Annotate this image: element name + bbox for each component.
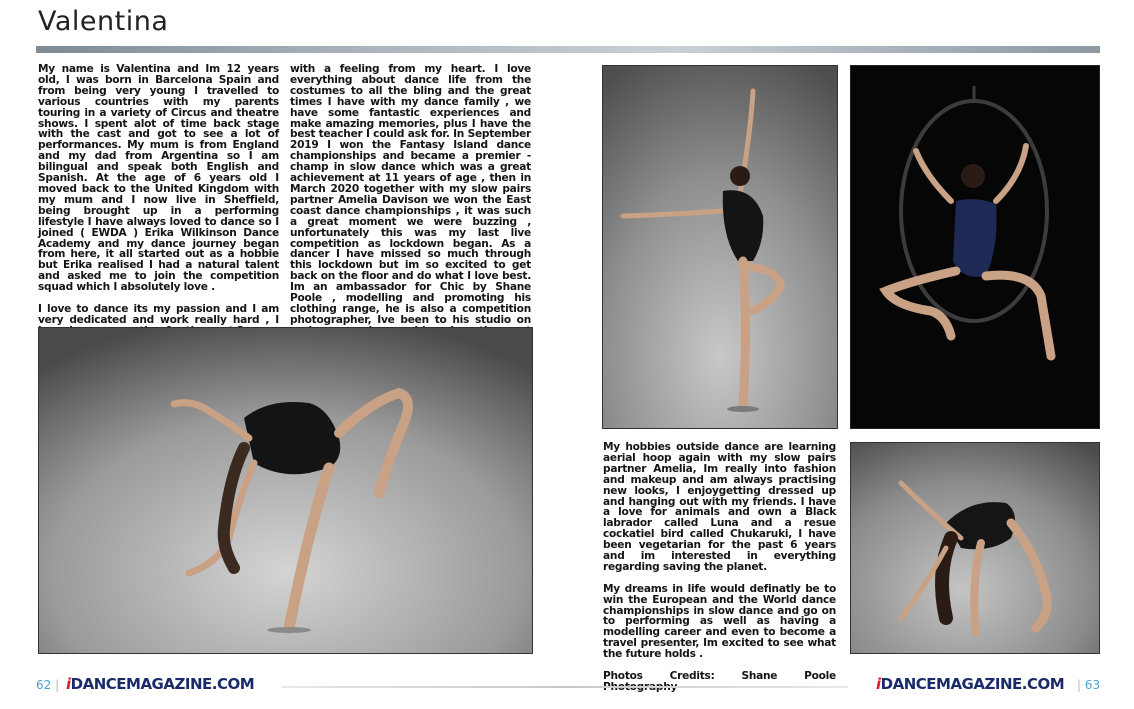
paragraph: with a feeling from my heart. I love everything about dance life from the costumes to all the bling and the great times I have with my dance family , we have some fantastic experiences and make amazing memories, plus I have the best teacher I could ask for. In September 2019 I won the Fantasy Island dance championships and became a premier - champ in slow dance which was a great achievement at 11 years of age , then in March 2020 together with my slow pairs partner Amelia Davison we won the East coast dance championships , it was such a great moment we were buzzing , unfortunately this was my last live competition as lockdown began. As a dancer I have missed so much through this lockdown but im so excited to get back on the floor and do what I love best. Im an ambassador for Chic by Shane Poole , modelling and promoting his clothing range, he is also a competition photographer, Ive been to his studio on bbox=[290, 63, 531, 326]
dancer-photo-arabesque bbox=[602, 65, 838, 429]
text-column-2 bbox=[290, 64, 531, 358]
paragraph: My dreams in life would definatly be to win the European and the World dance championships in slow dance and go on to performing as well as having a modelling career and even to become a travel presenter, Im excited to see what the future holds . bbox=[603, 582, 836, 661]
text-column-3 bbox=[603, 442, 836, 693]
dancer-photo-backbend bbox=[850, 442, 1100, 654]
paragraph: I love to dance its my passion and I am very dedicated and work really hard , I bbox=[38, 302, 279, 326]
page-number-left: 62 | bbox=[36, 678, 60, 692]
paragraph: My hobbies outside dance are learning aerial hoop again with my slow pairs partner Amelia, Im really into fashion and makeup and am always practising new looks, I enjoygetting dressed up and hanging out with my friends. I have a love for animals and own a Black labrador called Luna and a resue cockatiel bird called Chukaruki, I have been vegetarian for the past 6 years and im interested in everything regarding saving the planet. bbox=[603, 441, 836, 573]
paragraph: My name is Valentina and Im 12 years old, I was born in Barcelona Spain and from being very young I travelled to various countries with my parents touring in a variety of Circus and theatre shows. I spent alot of time back stage with the cast and got to see a lot of performances. My mum is from England and my dad from Argentina so I am bilingual and speak both English and Spanish. At the age of 6 years old I moved back to the United Kingdom with my mum and I now live in Sheffield, being brought up in a performing lifestyle I have always loved to dance so I joined ( EWDA ) Erika Wilkinson Dance Academy and my dance journey began from here, it all started out as a hobbie but Erika realised I had a natural talent and asked me to join the competition squad which I absolutely love . bbox=[38, 63, 279, 294]
title-divider bbox=[36, 46, 1100, 53]
dancer-photo-aerial-hoop bbox=[850, 65, 1100, 429]
footer-rule bbox=[282, 686, 848, 688]
dancer-photo-large bbox=[38, 327, 533, 654]
article-title: Valentina bbox=[38, 6, 169, 37]
magazine-logo-left: iDANCEMAGAZINE.COM bbox=[66, 675, 255, 693]
magazine-logo-right: iDANCEMAGAZINE.COM bbox=[876, 675, 1065, 693]
photo-credits: Photos Credits: Shane Poole bbox=[603, 670, 836, 682]
page-number-right: | 63 bbox=[1077, 678, 1101, 692]
text-column-1 bbox=[38, 64, 279, 369]
